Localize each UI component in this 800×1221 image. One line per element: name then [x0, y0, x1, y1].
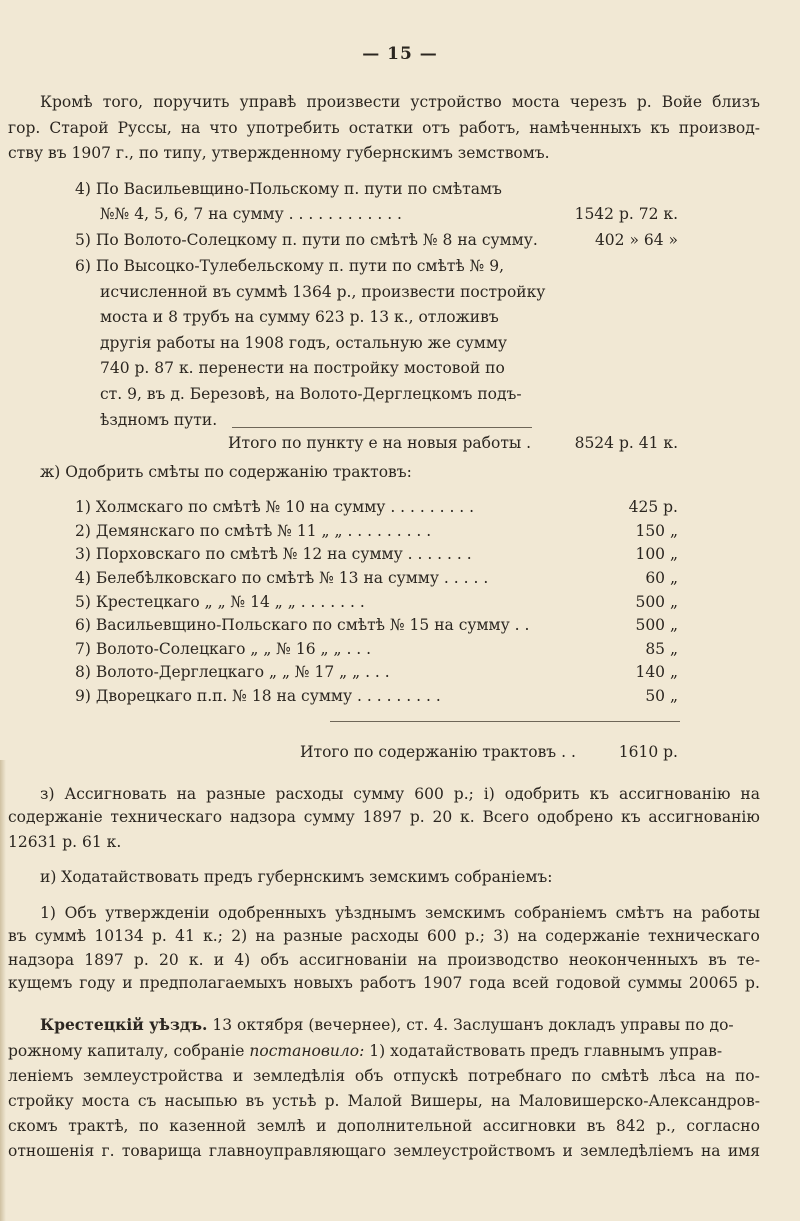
- tract-amount: 500 „: [635, 616, 678, 634]
- tract-amount: 150 „: [635, 522, 678, 540]
- tract-amount: 60 „: [645, 569, 678, 587]
- tract-amount: 140 „: [635, 663, 678, 681]
- list-item-line: 740 р. 87 к. перенести на постройку мостовой по: [100, 359, 505, 377]
- district-heading: Крестецкій уѣздъ.: [40, 1015, 208, 1034]
- tract-amount: 500 „: [635, 593, 678, 611]
- tract-line: 6) Васильевщино-Польскаго по смѣтѣ № 15 на сумму . .: [75, 616, 530, 634]
- list-item-line: ст. 9, въ д. Березовѣ, на Волото-Дерглецкомъ подъ-: [100, 385, 522, 403]
- section-heading: и) Ходатайствовать предъ губернскимъ земскимъ собраніемъ:: [40, 868, 553, 886]
- tract-line: 8) Волото-Дерглецкаго „ „ № 17 „ „ . . .: [75, 663, 390, 681]
- tract-amount: 50 „: [645, 687, 678, 705]
- tract-amount: 425 р.: [628, 498, 678, 516]
- list-item-line: 6) По Высоцко-Тулебельскому п. пути по смѣтѣ № 9,: [75, 257, 505, 275]
- tract-amount: 100 „: [635, 545, 678, 563]
- total-amount: 8524 р. 41 к.: [574, 434, 678, 452]
- paragraph-text: рожному капиталу, собраніе: [8, 1042, 250, 1060]
- list-item-amount: 1542 р. 72 к.: [574, 205, 678, 223]
- page-edge-shadow: [0, 760, 6, 1221]
- resolution-word: постановило:: [249, 1042, 365, 1060]
- tract-line: 2) Демянскаго по смѣтѣ № 11 „ „ . . . . . . . . .: [75, 522, 432, 540]
- paragraph-line: 12631 р. 61 к.: [8, 833, 122, 851]
- list-item-line: 4) По Васильевщино-Польскому п. пути по смѣтамъ: [75, 180, 502, 198]
- paragraph-line: содержаніе техническаго надзора сумму 1897 р. 20 к. Всего одобрено къ ассигнованію: [8, 808, 760, 826]
- paragraph-line: стройку моста съ насыпью въ устьѣ р. Малой Вишеры, на Маловишерско-Александров-: [8, 1092, 760, 1110]
- tract-line: 1) Холмскаго по смѣтѣ № 10 на сумму . . . . . . . . .: [75, 498, 475, 516]
- separator-rule: [330, 721, 680, 722]
- list-item-line: 5) По Волото-Солецкому п. пути по смѣтѣ № 8 на сумму.: [75, 231, 538, 249]
- tract-line: 5) Крестецкаго „ „ № 14 „ „ . . . . . . .: [75, 593, 365, 611]
- paragraph-line: надзора 1897 р. 20 к. и 4) объ ассигнованіи на производство неоконченныхъ въ те-: [8, 951, 760, 969]
- paragraph-line: леніемъ землеустройства и земледѣлія объ отпускѣ потребнаго по смѣтѣ лѣса на по-: [8, 1067, 760, 1085]
- total-label: Итого по пункту е на новыя работы .: [228, 434, 532, 452]
- list-item-line: ѣздномъ пути.: [100, 411, 218, 429]
- paragraph-text: 1) ходатайствовать предъ главнымъ управ-: [364, 1042, 723, 1060]
- total-amount: 1610 р.: [618, 743, 678, 761]
- list-item-line: исчисленной въ суммѣ 1364 р., произвести постройку: [100, 283, 546, 301]
- list-item-line: моста и 8 трубъ на сумму 623 р. 13 к., отложивъ: [100, 308, 499, 326]
- paragraph-line: въ суммѣ 10134 р. 41 к.; 2) на разные расходы 600 р.; 3) на содержаніе техническаго: [8, 927, 760, 945]
- paragraph-line: гор. Старой Руссы, на что употребить остатки отъ работъ, намѣченныхъ къ производ-: [8, 119, 760, 137]
- paragraph-line: отношенія г. товарища главноуправляющаго землеустройствомъ и земледѣліемъ на имя: [8, 1142, 760, 1160]
- tract-line: 7) Волото-Солецкаго „ „ № 16 „ „ . . .: [75, 640, 372, 658]
- list-item-line: №№ 4, 5, 6, 7 на сумму . . . . . . . . . . . .: [100, 205, 402, 223]
- tract-line: 9) Дворецкаго п.п. № 18 на сумму . . . . . . . . .: [75, 687, 441, 705]
- list-item-line: другія работы на 1908 годъ, остальную же сумму: [100, 334, 507, 352]
- page-number: — 15 —: [362, 44, 438, 64]
- paragraph-line: Кромѣ того, поручить управѣ произвести устройство моста черезъ р. Войе близъ: [40, 93, 760, 111]
- paragraph-line: 1) Объ утвержденіи одобренныхъ уѣзднымъ земскимъ собраніемъ смѣтъ на работы: [40, 904, 760, 922]
- paragraph-line: [40, 1015, 760, 1035]
- section-heading: ж) Одобрить смѣты по содержанію трактовъ:: [40, 463, 412, 481]
- paragraph-line: кущемъ году и предполагаемыхъ новыхъ работъ 1907 года всей годовой суммы 20065 р.: [8, 974, 760, 992]
- paragraph-line: [8, 1041, 760, 1061]
- total-label: Итого по содержанію трактовъ . .: [300, 743, 576, 761]
- paragraph-line: з) Ассигновать на разные расходы сумму 600 р.; і) одобрить къ ассигнованію на: [40, 785, 760, 803]
- paragraph-line: ству въ 1907 г., по типу, утвержденному губернскимъ земствомъ.: [8, 144, 550, 162]
- tract-line: 4) Белебѣлковскаго по смѣтѣ № 13 на сумму . . . . .: [75, 569, 489, 587]
- separator-rule: [232, 427, 532, 428]
- paragraph-line: скомъ трактѣ, по казенной землѣ и дополнительной ассигновки въ 842 р., согласно: [8, 1117, 760, 1135]
- paragraph-text: 13 октября (вечернее), ст. 4. Заслушанъ докладъ управы по до-: [207, 1016, 734, 1034]
- list-item-amount: 402 » 64 »: [594, 231, 678, 249]
- tract-amount: 85 „: [645, 640, 678, 658]
- tract-line: 3) Порховскаго по смѣтѣ № 12 на сумму . . . . . . .: [75, 545, 472, 563]
